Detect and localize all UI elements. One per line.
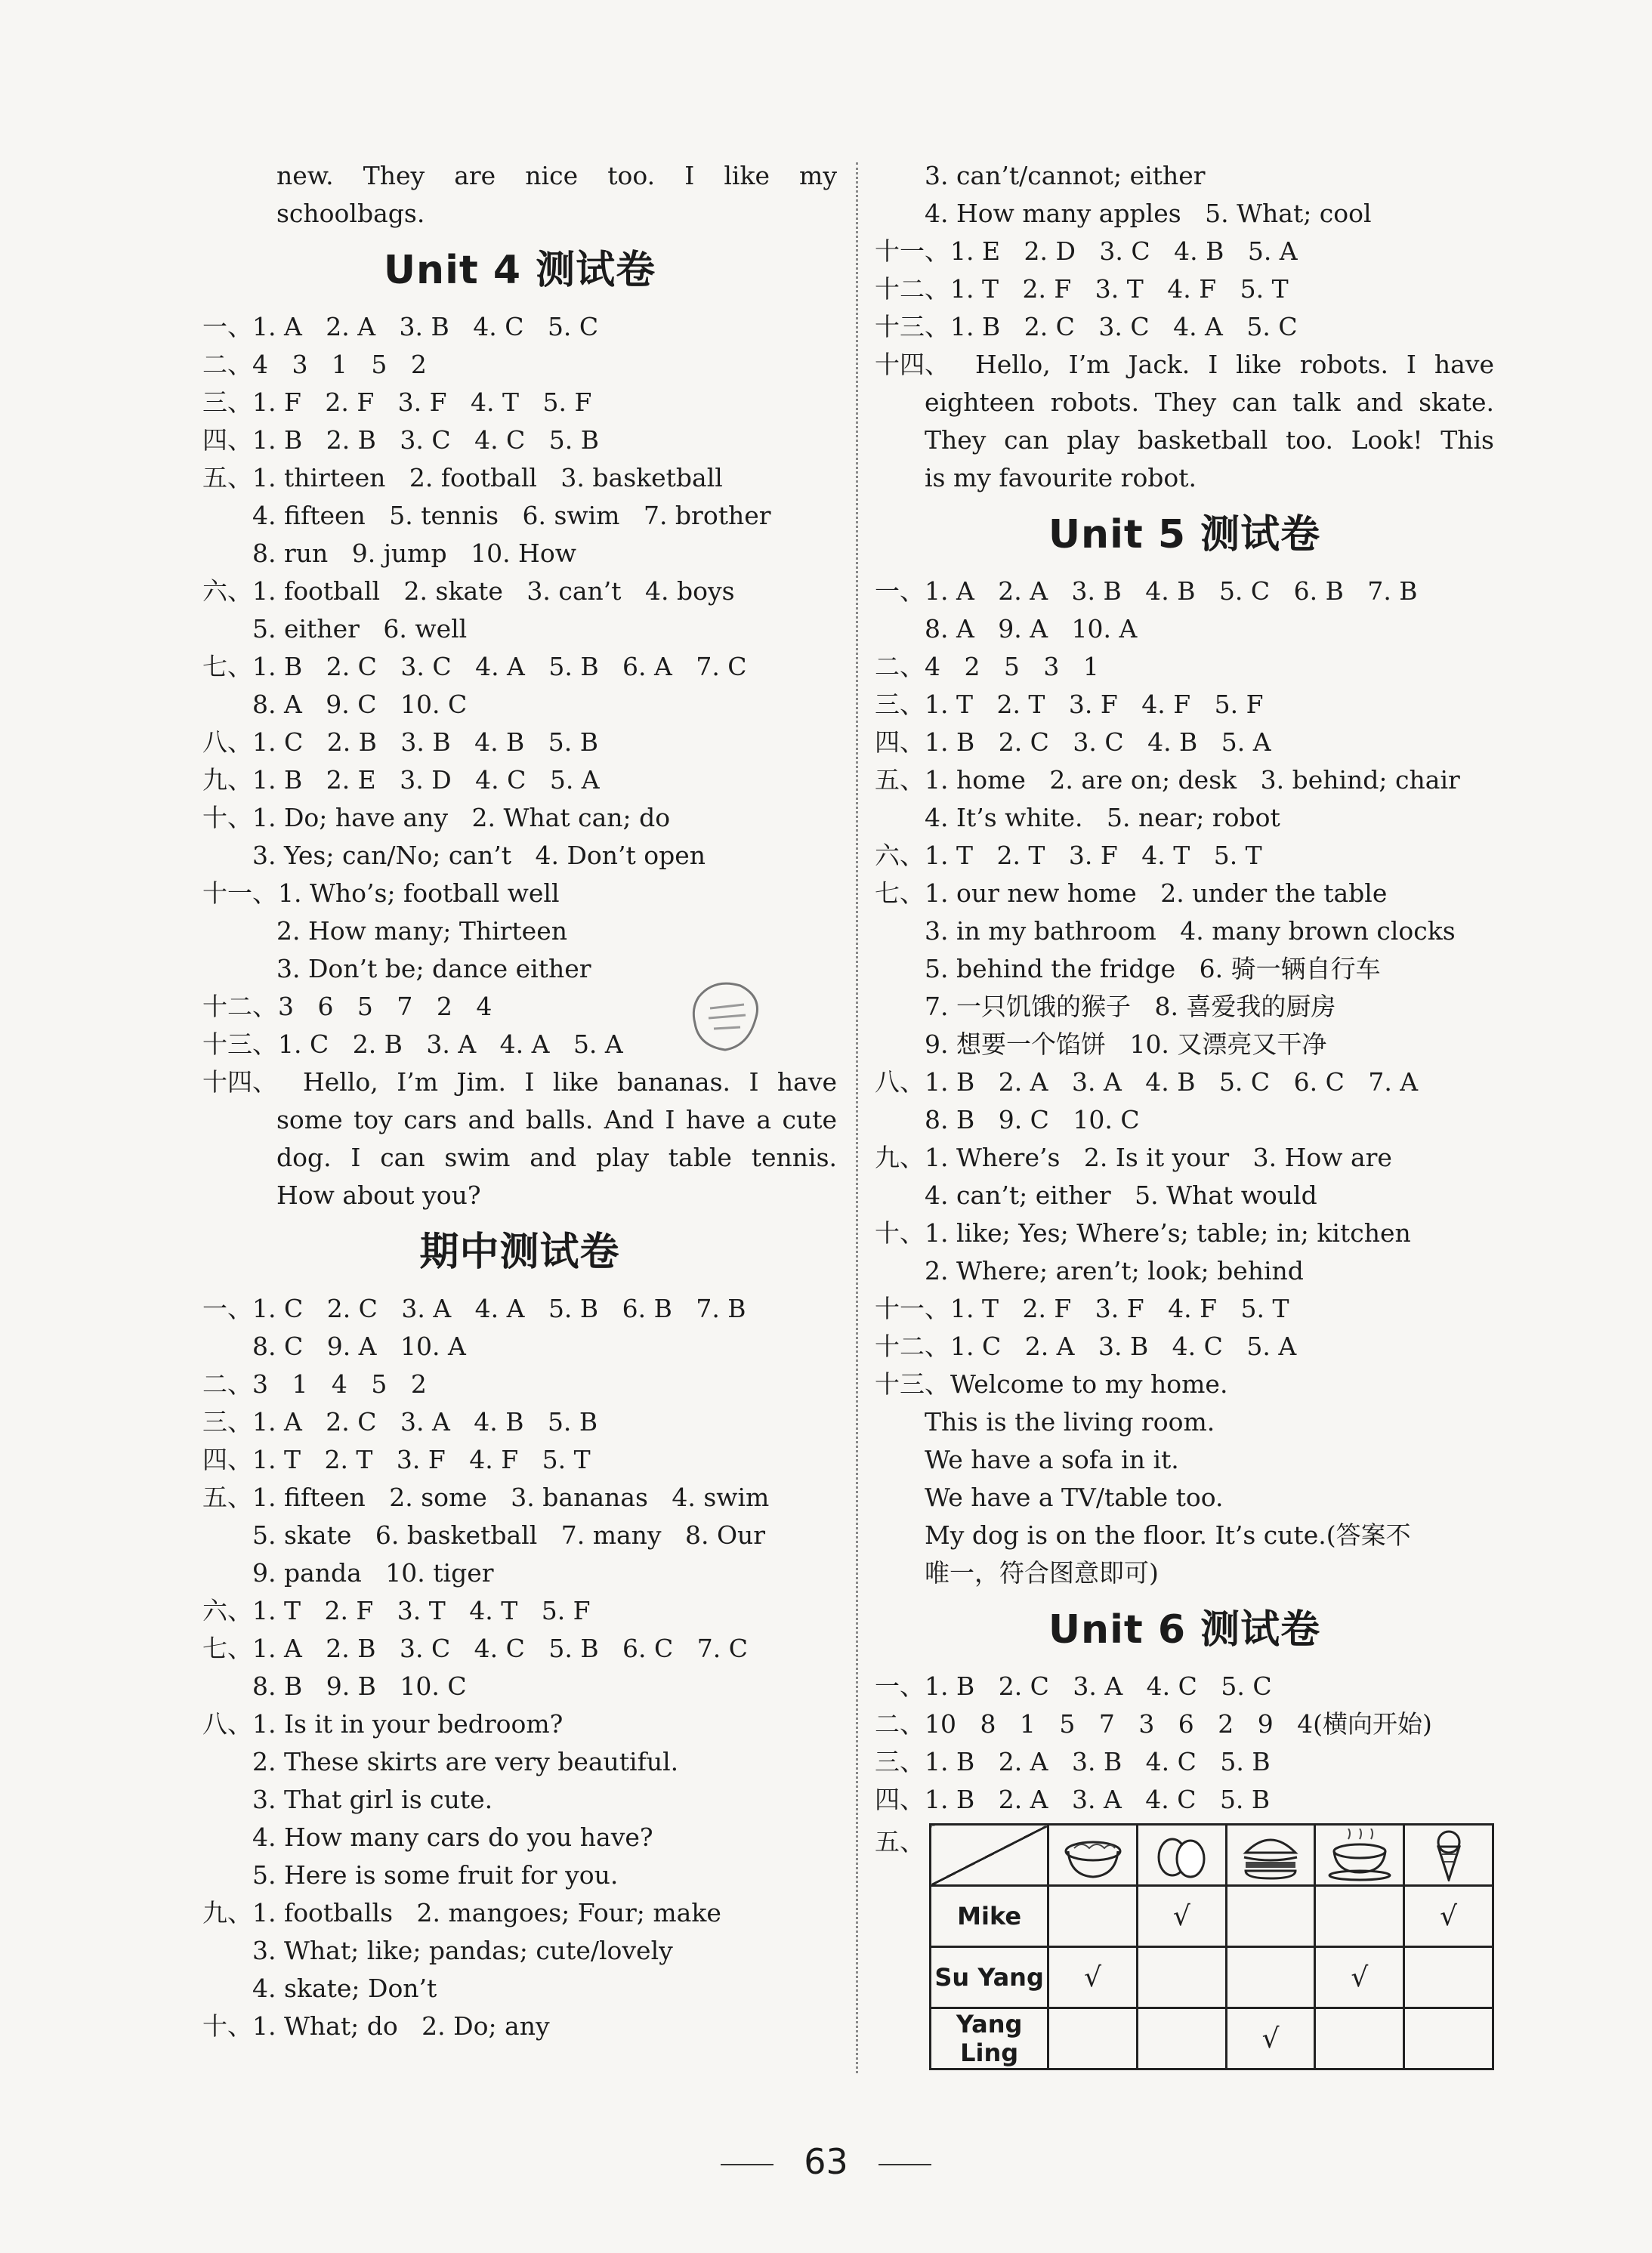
person-name: Su Yang xyxy=(931,1947,1048,2008)
answer-text: 1. C 2. C 3. A 4. A 5. B 6. B 7. B xyxy=(252,1294,746,1323)
answer-text: some toy cars and balls. And I have a cute xyxy=(276,1105,837,1134)
answer-line xyxy=(202,1932,837,1970)
answer-text: Hello, I’m Jim. I like bananas. I have xyxy=(303,1067,837,1097)
question-number: 十一、 xyxy=(875,236,950,266)
section-heading: 期中测试卷 xyxy=(419,1230,620,1275)
noodles-icon xyxy=(1050,1829,1135,1881)
section-heading: Unit 4 测试卷 xyxy=(383,248,656,293)
answer-text: 1. footballs 2. mangoes; Four; make xyxy=(252,1898,721,1927)
answer-text: 8. C 9. A 10. A xyxy=(252,1332,466,1361)
answer-line xyxy=(875,1554,1494,1592)
answer-line xyxy=(875,157,1494,195)
answer-line xyxy=(875,308,1494,346)
answer-line xyxy=(202,912,837,950)
answer-text: 1. T 2. F 3. T 4. T 5. F xyxy=(252,1596,591,1625)
answer-line xyxy=(875,1252,1494,1290)
answer-text: 1. Do; have any 2. What can; do xyxy=(252,803,671,832)
answer-text: 4. can’t; either 5. What would xyxy=(925,1181,1317,1210)
answer-text: 5. Here is some fruit for you. xyxy=(252,1860,619,1890)
diagonal-header-cell xyxy=(931,1825,1048,1886)
check-cell xyxy=(1137,1947,1226,2008)
answer-text: 1. C 2. B 3. A 4. A 5. A xyxy=(278,1029,623,1059)
answer-text: 8. B 9. C 10. C xyxy=(925,1105,1140,1134)
answer-text: My dog is on the floor. It’s cute.(答案不 xyxy=(925,1520,1411,1550)
question-number: 七、 xyxy=(202,1634,252,1663)
check-cell xyxy=(1226,1947,1315,2008)
answer-line xyxy=(202,384,837,421)
answer-line xyxy=(202,761,837,799)
table-header-row xyxy=(931,1825,1493,1886)
answer-line xyxy=(875,610,1494,648)
check-cell xyxy=(1315,2008,1404,2069)
answer-text: 4 3 1 5 2 xyxy=(252,350,427,379)
answer-text: 3 6 5 7 2 4 xyxy=(278,992,493,1021)
check-cell: √ xyxy=(1315,1947,1404,2008)
question-number: 十二、 xyxy=(875,1332,950,1361)
answer-text: 1. T 2. F 3. F 4. F 5. T xyxy=(950,1294,1289,1323)
answer-text: 1. T 2. T 3. F 4. T 5. T xyxy=(925,841,1262,870)
answer-line xyxy=(202,1290,837,1328)
answer-line xyxy=(202,1970,837,2008)
check-cell xyxy=(1048,2008,1138,2069)
question-number: 十一、 xyxy=(202,878,277,908)
question-number: 四、 xyxy=(875,727,925,757)
answer-line xyxy=(875,384,1494,421)
answer-text: 10 8 1 5 7 3 6 2 9 4(横向开始) xyxy=(925,1709,1432,1739)
answer-line xyxy=(875,573,1494,610)
answer-text: We have a TV/table too. xyxy=(925,1483,1224,1512)
answer-text: dog. I can swim and play table tennis. xyxy=(276,1143,837,1172)
answer-text: 2. These skirts are very beautiful. xyxy=(252,1747,679,1776)
check-cell: √ xyxy=(1137,1886,1226,1947)
answer-text: 7. 一只饥饿的猴子 8. 喜爱我的厨房 xyxy=(925,992,1336,1021)
answer-line xyxy=(875,950,1494,988)
answer-text: 1. Where’s 2. Is it your 3. How are xyxy=(925,1143,1392,1172)
answer-line xyxy=(202,648,837,686)
answer-line xyxy=(875,1026,1494,1063)
question-number: 二、 xyxy=(875,1709,925,1739)
answer-text: 4. How many cars do you have? xyxy=(252,1822,653,1852)
answer-text: eighteen robots. They can talk and skate. xyxy=(925,387,1494,417)
answer-text: 1. C 2. B 3. B 4. B 5. B xyxy=(252,727,599,757)
question-number: 二、 xyxy=(202,350,252,379)
food-header-cell xyxy=(1137,1825,1226,1886)
answer-line xyxy=(875,724,1494,761)
answer-text: 1. fifteen 2. some 3. bananas 4. swim xyxy=(252,1483,770,1512)
answer-text: 1. F 2. F 3. F 4. T 5. F xyxy=(252,387,592,417)
question-number: 十四、 xyxy=(875,350,950,379)
hamburger-icon xyxy=(1228,1829,1314,1881)
answer-text: 1. home 2. are on; desk 3. behind; chair xyxy=(925,765,1460,795)
question-number: 四、 xyxy=(875,1785,925,1814)
answer-line xyxy=(202,459,837,497)
page-number: 63 xyxy=(0,2141,1652,2182)
answer-text: 1. Who’s; football well xyxy=(278,878,560,908)
column-divider xyxy=(856,162,858,2073)
answer-line xyxy=(875,1177,1494,1214)
question-number: 四、 xyxy=(202,425,252,455)
question-number: 八、 xyxy=(875,1067,925,1097)
answer-text: 3. can’t/cannot; either xyxy=(925,161,1206,190)
answer-text: 1. A 2. B 3. C 4. C 5. B 6. C 7. C xyxy=(252,1634,748,1663)
answer-line xyxy=(202,421,837,459)
answer-line xyxy=(202,573,837,610)
question-number: 九、 xyxy=(202,765,252,795)
answer-text: 1. B 2. C 3. C 4. A 5. C xyxy=(950,312,1298,341)
answer-line xyxy=(202,1479,837,1517)
question-number: 八、 xyxy=(202,727,252,757)
answer-line xyxy=(875,459,1494,497)
table-row xyxy=(931,1947,1493,2008)
table-row xyxy=(931,2008,1493,2069)
question-number: 六、 xyxy=(875,841,925,870)
right-column xyxy=(875,157,1494,2088)
answer-text: 1. A 2. C 3. A 4. B 5. B xyxy=(252,1407,598,1437)
answer-line xyxy=(202,1441,837,1479)
answer-line xyxy=(875,346,1494,384)
answer-line xyxy=(202,1403,837,1441)
answer-text: 1. B 2. C 3. C 4. A 5. B 6. A 7. C xyxy=(252,652,747,681)
question-number: 一、 xyxy=(875,576,925,606)
question-number: 十三、 xyxy=(875,312,950,341)
answer-text: 1. T 2. T 3. F 4. F 5. F xyxy=(925,690,1264,719)
check-cell xyxy=(1226,1886,1315,1947)
table-row xyxy=(931,1886,1493,1947)
answer-text: 1. B 2. A 3. A 4. C 5. B xyxy=(925,1785,1271,1814)
answer-text: 4. How many apples 5. What; cool xyxy=(925,199,1372,228)
answer-text: 1. B 2. C 3. A 4. C 5. C xyxy=(925,1671,1272,1701)
answer-line xyxy=(202,308,837,346)
ice-cream-icon xyxy=(1406,1829,1491,1881)
question-number: 三、 xyxy=(875,1747,925,1776)
answer-text: 1. A 2. A 3. B 4. C 5. C xyxy=(252,312,599,341)
answer-line xyxy=(202,610,837,648)
answer-text: 唯一，符合图意即可) xyxy=(925,1558,1159,1588)
answer-line xyxy=(875,988,1494,1026)
answer-text: 5. either 6. well xyxy=(252,614,468,643)
question-five-table-row xyxy=(875,1823,1494,2088)
answer-text: 1. B 2. B 3. C 4. C 5. B xyxy=(252,425,600,455)
answer-line xyxy=(202,1856,837,1894)
answer-line xyxy=(202,686,837,724)
answer-line xyxy=(875,195,1494,233)
person-name: Yang Ling xyxy=(931,2008,1048,2069)
question-number: 十、 xyxy=(202,2011,252,2041)
lunch-table xyxy=(929,1823,1494,2070)
answer-line xyxy=(202,346,837,384)
answer-text: Welcome to my home. xyxy=(950,1369,1228,1399)
check-cell: √ xyxy=(1048,1947,1138,2008)
question-number: 三、 xyxy=(202,1407,252,1437)
answer-line xyxy=(202,1063,837,1101)
section-heading: Unit 5 测试卷 xyxy=(1048,512,1321,557)
food-header-cell xyxy=(1048,1825,1138,1886)
answer-text: Hello, I’m Jack. I like robots. I have xyxy=(975,350,1494,379)
food-header-cell xyxy=(1404,1825,1493,1886)
person-name: Mike xyxy=(931,1886,1048,1947)
answer-line xyxy=(202,1781,837,1819)
answer-text: 1. Is it in your bedroom? xyxy=(252,1709,564,1739)
answer-line xyxy=(875,1705,1494,1743)
answer-line xyxy=(202,1366,837,1403)
question-number: 二、 xyxy=(875,652,925,681)
answer-text: is my favourite robot. xyxy=(925,463,1197,492)
answer-text: 4 2 5 3 1 xyxy=(925,652,1099,681)
answer-line xyxy=(875,1668,1494,1705)
answer-text: 1. E 2. D 3. C 4. B 5. A xyxy=(950,236,1298,266)
answer-line xyxy=(875,1139,1494,1177)
answer-line xyxy=(875,1479,1494,1517)
answer-text: 1. like; Yes; Where’s; table; in; kitchen xyxy=(925,1218,1411,1248)
answer-text: They can play basketball too. Look! This xyxy=(925,425,1494,455)
check-cell xyxy=(1404,2008,1493,2069)
question-number: 十三、 xyxy=(202,1029,277,1059)
question-number: 五、 xyxy=(875,765,925,795)
answer-line xyxy=(202,837,837,875)
answer-line xyxy=(875,837,1494,875)
answer-line xyxy=(202,1668,837,1705)
question-number: 一、 xyxy=(202,312,252,341)
question-number: 三、 xyxy=(875,690,925,719)
check-cell: √ xyxy=(1226,2008,1315,2069)
answer-line xyxy=(202,1554,837,1592)
question-number: 十三、 xyxy=(875,1369,950,1399)
answer-line xyxy=(875,761,1494,799)
question-number: 十、 xyxy=(875,1218,925,1248)
answer-line xyxy=(875,270,1494,308)
answer-line xyxy=(875,1441,1494,1479)
question-number: 八、 xyxy=(202,1709,252,1739)
food-header-cell xyxy=(1315,1825,1404,1886)
answer-line xyxy=(202,1592,837,1630)
check-cell xyxy=(1048,1886,1138,1947)
answer-line xyxy=(875,1101,1494,1139)
eggs-icon xyxy=(1139,1829,1224,1881)
check-cell xyxy=(1315,1886,1404,1947)
question-number: 十一、 xyxy=(875,1294,950,1323)
question-number: 一、 xyxy=(202,1294,252,1323)
answer-text: 5. skate 6. basketball 7. many 8. Our xyxy=(252,1520,766,1550)
answer-line xyxy=(202,157,837,195)
answer-line xyxy=(202,2008,837,2045)
question-number: 三、 xyxy=(202,387,252,417)
question-number: 十二、 xyxy=(875,274,950,304)
answer-text: 3. in my bathroom 4. many brown clocks xyxy=(925,916,1456,946)
answer-text: 3. That girl is cute. xyxy=(252,1785,493,1814)
answer-text: 5. behind the fridge 6. 骑一辆自行车 xyxy=(925,954,1381,983)
answer-text: 3. What; like; pandas; cute/lovely xyxy=(252,1936,673,1965)
answer-text: 1. B 2. E 3. D 4. C 5. A xyxy=(252,765,600,795)
answer-text: 8. A 9. A 10. A xyxy=(925,614,1138,643)
question-number: 二、 xyxy=(202,1369,252,1399)
answer-line xyxy=(875,686,1494,724)
question-number: 十二、 xyxy=(202,992,277,1021)
answer-text: 1. A 2. A 3. B 4. B 5. C 6. B 7. B xyxy=(925,576,1418,606)
question-number: 四、 xyxy=(202,1445,252,1474)
question-number: 九、 xyxy=(875,1143,925,1172)
answer-line xyxy=(202,1177,837,1214)
answer-line xyxy=(202,195,837,233)
answer-text: We have a sofa in it. xyxy=(925,1445,1179,1474)
answer-line xyxy=(202,1705,837,1743)
answer-text: 3. Yes; can/No; can’t 4. Don’t open xyxy=(252,841,706,870)
answer-line xyxy=(875,421,1494,459)
answer-line xyxy=(875,1214,1494,1252)
food-header-cell xyxy=(1226,1825,1315,1886)
answer-text: 1. T 2. T 3. F 4. F 5. T xyxy=(252,1445,591,1474)
answer-text: 1. What; do 2. Do; any xyxy=(252,2011,550,2041)
question-number: 五、 xyxy=(202,463,252,492)
answer-text: 1. B 2. A 3. A 4. B 5. C 6. C 7. A xyxy=(925,1067,1419,1097)
answer-line xyxy=(875,1403,1494,1441)
answer-text: 8. run 9. jump 10. How xyxy=(252,539,576,568)
question-number: 六、 xyxy=(202,1596,252,1625)
answer-text: 2. Where; aren’t; look; behind xyxy=(925,1256,1304,1285)
answer-line xyxy=(202,1517,837,1554)
question-number: 十、 xyxy=(202,803,252,832)
answer-text: 1. B 2. C 3. C 4. B 5. A xyxy=(925,727,1271,757)
answer-text: 8. B 9. B 10. C xyxy=(252,1671,467,1701)
answer-line xyxy=(875,1063,1494,1101)
answer-text: 9. 想要一个馅饼 10. 又漂亮又干净 xyxy=(925,1029,1327,1059)
answer-line xyxy=(202,1139,837,1177)
answer-text: 1. our new home 2. under the table xyxy=(925,878,1388,908)
question-number: 五、 xyxy=(202,1483,252,1512)
answer-line xyxy=(202,497,837,535)
question-number: 七、 xyxy=(875,878,925,908)
answer-line xyxy=(202,1328,837,1366)
answer-line xyxy=(875,233,1494,270)
answer-text: This is the living room. xyxy=(925,1407,1215,1437)
answer-line xyxy=(875,1366,1494,1403)
answer-line xyxy=(202,799,837,837)
answer-text: 3 1 4 5 2 xyxy=(252,1369,427,1399)
answer-text: 8. A 9. C 10. C xyxy=(252,690,468,719)
left-column xyxy=(202,157,837,2045)
question-number: 一、 xyxy=(875,1671,925,1701)
section-heading: Unit 6 测试卷 xyxy=(1048,1607,1321,1653)
answer-text: 9. panda 10. tiger xyxy=(252,1558,494,1588)
answer-line xyxy=(202,1894,837,1932)
question-number: 九、 xyxy=(202,1898,252,1927)
question-number: 五、 xyxy=(875,1827,925,1856)
question-number: 六、 xyxy=(202,576,252,606)
answer-line xyxy=(875,912,1494,950)
answer-line xyxy=(875,799,1494,837)
answer-text: schoolbags. xyxy=(276,199,425,228)
answer-line xyxy=(202,535,837,573)
answer-line xyxy=(202,1630,837,1668)
answer-text: 1. C 2. A 3. B 4. C 5. A xyxy=(950,1332,1297,1361)
answer-line xyxy=(875,1781,1494,1819)
check-cell: √ xyxy=(1404,1886,1493,1947)
answer-line xyxy=(875,1290,1494,1328)
answer-text: 1. B 2. A 3. B 4. C 5. B xyxy=(925,1747,1271,1776)
answer-line xyxy=(875,648,1494,686)
answer-text: 4. fifteen 5. tennis 6. swim 7. brother xyxy=(252,501,771,530)
soup-icon xyxy=(1317,1829,1402,1881)
answer-line xyxy=(202,1743,837,1781)
answer-line xyxy=(875,1328,1494,1366)
question-number: 十四、 xyxy=(202,1067,277,1097)
answer-line xyxy=(202,1101,837,1139)
answer-line xyxy=(875,1743,1494,1781)
answer-line xyxy=(202,875,837,912)
answer-line xyxy=(202,724,837,761)
question-number: 七、 xyxy=(202,652,252,681)
answer-text: 4. It’s white. 5. near; robot xyxy=(925,803,1280,832)
answer-line xyxy=(202,1819,837,1856)
answer-text: 1. T 2. F 3. T 4. F 5. T xyxy=(950,274,1289,304)
answer-text: 2. How many; Thirteen xyxy=(276,916,567,946)
answer-text: new. They are nice too. I like my xyxy=(276,161,837,190)
answer-text: 1. thirteen 2. football 3. basketball xyxy=(252,463,723,492)
check-cell xyxy=(1137,2008,1226,2069)
answer-text: 4. skate; Don’t xyxy=(252,1974,437,2003)
answer-line xyxy=(875,875,1494,912)
answer-line xyxy=(875,1517,1494,1554)
answer-text: 1. football 2. skate 3. can’t 4. boys xyxy=(252,576,735,606)
answer-text: 3. Don’t be; dance either xyxy=(276,954,591,983)
answer-text: How about you? xyxy=(276,1181,481,1210)
stamp-icon xyxy=(684,974,767,1057)
check-cell xyxy=(1404,1947,1493,2008)
